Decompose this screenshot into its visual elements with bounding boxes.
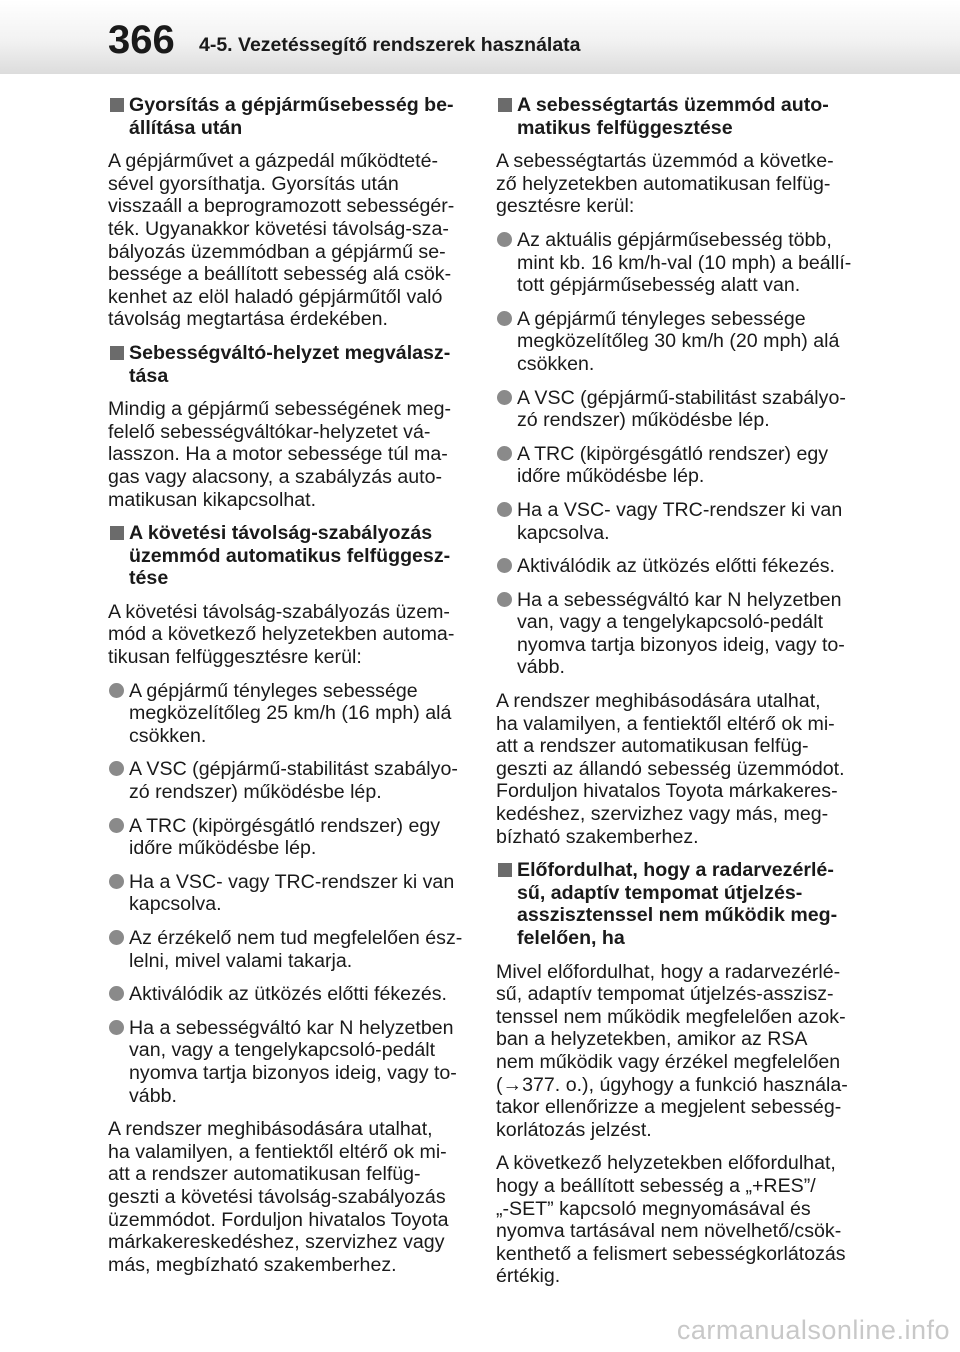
list-item — [108, 871, 464, 916]
para-text: A következő helyzetekben előfordulhat, hogy a beállított sebesség a „+RES”/ „-SET” kapcsoló megnyomásával és nyomva tartásával nem növelhető/csök- kenthető a felismert sebességkorlátozás értékig. — [496, 1152, 846, 1288]
square-bullet-icon — [498, 863, 512, 877]
list-item — [496, 387, 852, 432]
circle-bullet-icon — [497, 232, 512, 247]
paragraph — [496, 150, 852, 218]
bullet-text: Ha a VSC- vagy TRC-rendszer ki van kapcsolva. — [129, 870, 455, 916]
list-item — [496, 443, 852, 488]
circle-bullet-icon — [109, 930, 124, 945]
square-bullet-icon — [110, 346, 124, 360]
bullet-text: Az érzékelő nem tud megfelelően ész- lelni, mivel valami takarja. — [129, 927, 463, 972]
para-text: A sebességtartás üzemmód a követke- ző helyzetekben automatikusan felfüg- gesztésre kerül: — [496, 150, 834, 218]
paragraph — [496, 961, 852, 1142]
list-item — [108, 680, 464, 748]
paragraph — [496, 1152, 852, 1288]
circle-bullet-icon — [497, 311, 512, 326]
bullet-text: Aktiválódik az ütközés előtti fékezés. — [129, 983, 448, 1006]
circle-bullet-icon — [109, 986, 124, 1001]
circle-bullet-icon — [497, 390, 512, 405]
circle-bullet-icon — [109, 874, 124, 889]
list-item — [496, 308, 852, 376]
watermark: carmanualsonline.info — [676, 1315, 950, 1345]
circle-bullet-icon — [109, 818, 124, 833]
circle-bullet-icon — [109, 761, 124, 776]
bullet-text: Ha a sebességváltó kar N helyzetben van, vagy a tengelykapcsoló-pedált nyomva tartja bizonyos ideig, vagy to- vább. — [517, 588, 845, 679]
heading-text: A követési távolság-szabályozás üzemmód automatikus felfüggesz- tése — [129, 522, 451, 590]
heading-text: Gyorsítás a gépjárműsebesség be- állítása után — [129, 94, 454, 139]
heading-text: Sebességváltó-helyzet megválasz- tása — [129, 341, 451, 387]
para-text: A követési távolság-szabályozás üzem- mód a következő helyzetekben automa- tikusan felfüggesztésre kerül: — [108, 600, 455, 669]
circle-bullet-icon — [497, 502, 512, 517]
page-number: 366 — [108, 18, 175, 62]
para-text: A rendszer meghibásodására utalhat, ha valamilyen, a fentiektől eltérő ok mi- att a rendszer automatikusan felfüg- geszti az állandó sebesség üzemmódot. Forduljon hivatalos Toyota márkakeres- kedéshez, szervizhez vagy más, meg- bízható szakemberhez. — [496, 690, 845, 848]
square-bullet-icon — [110, 526, 124, 540]
section-heading — [108, 342, 464, 387]
right-column — [496, 94, 852, 1299]
paragraph — [108, 601, 464, 669]
paragraph — [108, 1118, 464, 1276]
bullet-text: A VSC (gépjármű-stabilitást szabályo- zó rendszer) működésbe lép. — [129, 758, 458, 804]
bullet-text: A VSC (gépjármű-stabilitást szabályo- zó rendszer) működésbe lép. — [517, 386, 846, 432]
bullet-text: Az aktuális gépjárműsebesség több, mint kb. 16 km/h-val (10 mph) a beállí- tott gépjárműsebesség alatt van. — [517, 228, 852, 297]
para-text: A gépjárművet a gázpedál működteté- sével gyorsíthatja. Gyorsítás után visszaáll a beprogramozott sebességér- ték. Ugyanakkor követési távolság-sza- bályozás üzemmódban a gépjármű se- bessége a beállított sebesség alá csök- kenhet az elöl haladó gépjárműtől való távolság megtartása érdekében. — [108, 150, 455, 331]
bullet-text: Ha a sebességváltó kar N helyzetben van, vagy a tengelykapcsoló-pedált nyomva tartja bizonyos ideig, vagy to- vább. — [129, 1016, 457, 1107]
bullet-text: Ha a VSC- vagy TRC-rendszer ki van kapcsolva. — [517, 498, 843, 544]
paragraph — [496, 690, 852, 848]
circle-bullet-icon — [497, 558, 512, 573]
section-heading — [108, 522, 464, 590]
section-heading — [496, 94, 852, 139]
square-bullet-icon — [110, 98, 124, 112]
square-bullet-icon — [498, 98, 512, 112]
list-item — [496, 555, 852, 578]
circle-bullet-icon — [497, 446, 512, 461]
list-item — [496, 229, 852, 297]
bullet-text: A TRC (kipörgésgátló rendszer) egy időre működésbe lép. — [129, 814, 441, 860]
bullet-text: A gépjármű tényleges sebessége megközelítőleg 30 km/h (20 mph) alá csökken. — [517, 307, 840, 375]
heading-text: Előfordulhat, hogy a radarvezérlé- sű, adaptív tempomat útjelzés- asszisztenssel nem működik meg- felelően, ha — [517, 859, 838, 949]
bullet-text: Aktiválódik az ütközés előtti fékezés. — [517, 555, 836, 578]
circle-bullet-icon — [497, 592, 512, 607]
para-text: Mindig a gépjármű sebességének meg- felelő sebességváltókar-helyzetet vá- lasszon. Ha a motor sebessége túl ma- gas vagy alacsony, a szabályzás auto- matikusan kikapcsolhat. — [108, 398, 452, 511]
list-item — [108, 758, 464, 803]
bullet-text: A TRC (kipörgésgátló rendszer) egy időre működésbe lép. — [517, 442, 829, 488]
page-header — [0, 0, 960, 74]
list-item — [108, 927, 464, 972]
left-column — [108, 94, 464, 1287]
heading-text: A sebességtartás üzemmód auto- matikus felfüggesztése — [517, 94, 829, 139]
list-item — [108, 1017, 464, 1107]
para-text: A rendszer meghibásodására utalhat, ha valamilyen, a fentiektől eltérő ok mi- att a rendszer automatikusan felfüg- geszti a követési távolság-szabályozás üzemmódot. Forduljon hivatalos Toyota márkakereskedéshez, szervizhez vagy más, megbízható szakemberhez. — [108, 1118, 449, 1276]
section-title: 4-5. Vezetéssegítő rendszerek használata — [199, 34, 581, 56]
section-heading — [496, 859, 852, 949]
paragraph — [108, 150, 464, 331]
circle-bullet-icon — [109, 683, 124, 698]
bullet-text: A gépjármű tényleges sebessége megközelítőleg 25 km/h (16 mph) alá csökken. — [129, 679, 452, 747]
circle-bullet-icon — [109, 1020, 124, 1035]
list-item — [108, 983, 464, 1006]
list-item — [496, 589, 852, 679]
section-heading — [108, 94, 464, 139]
paragraph — [108, 398, 464, 511]
list-item — [496, 499, 852, 544]
list-item — [108, 815, 464, 860]
para-text: Mivel előfordulhat, hogy a radarvezérlé- sű, adaptív tempomat útjelzés-asszisz- tenssel nem működik megfelelően azok- ban a helyzetekben, amikor az RSA nem működik vagy érzékel megfelelően (→377. o.), úgyhogy a funkció használa- takor ellenőrizze a megjelent sebesség- korlátozás jelzést. — [496, 960, 848, 1141]
